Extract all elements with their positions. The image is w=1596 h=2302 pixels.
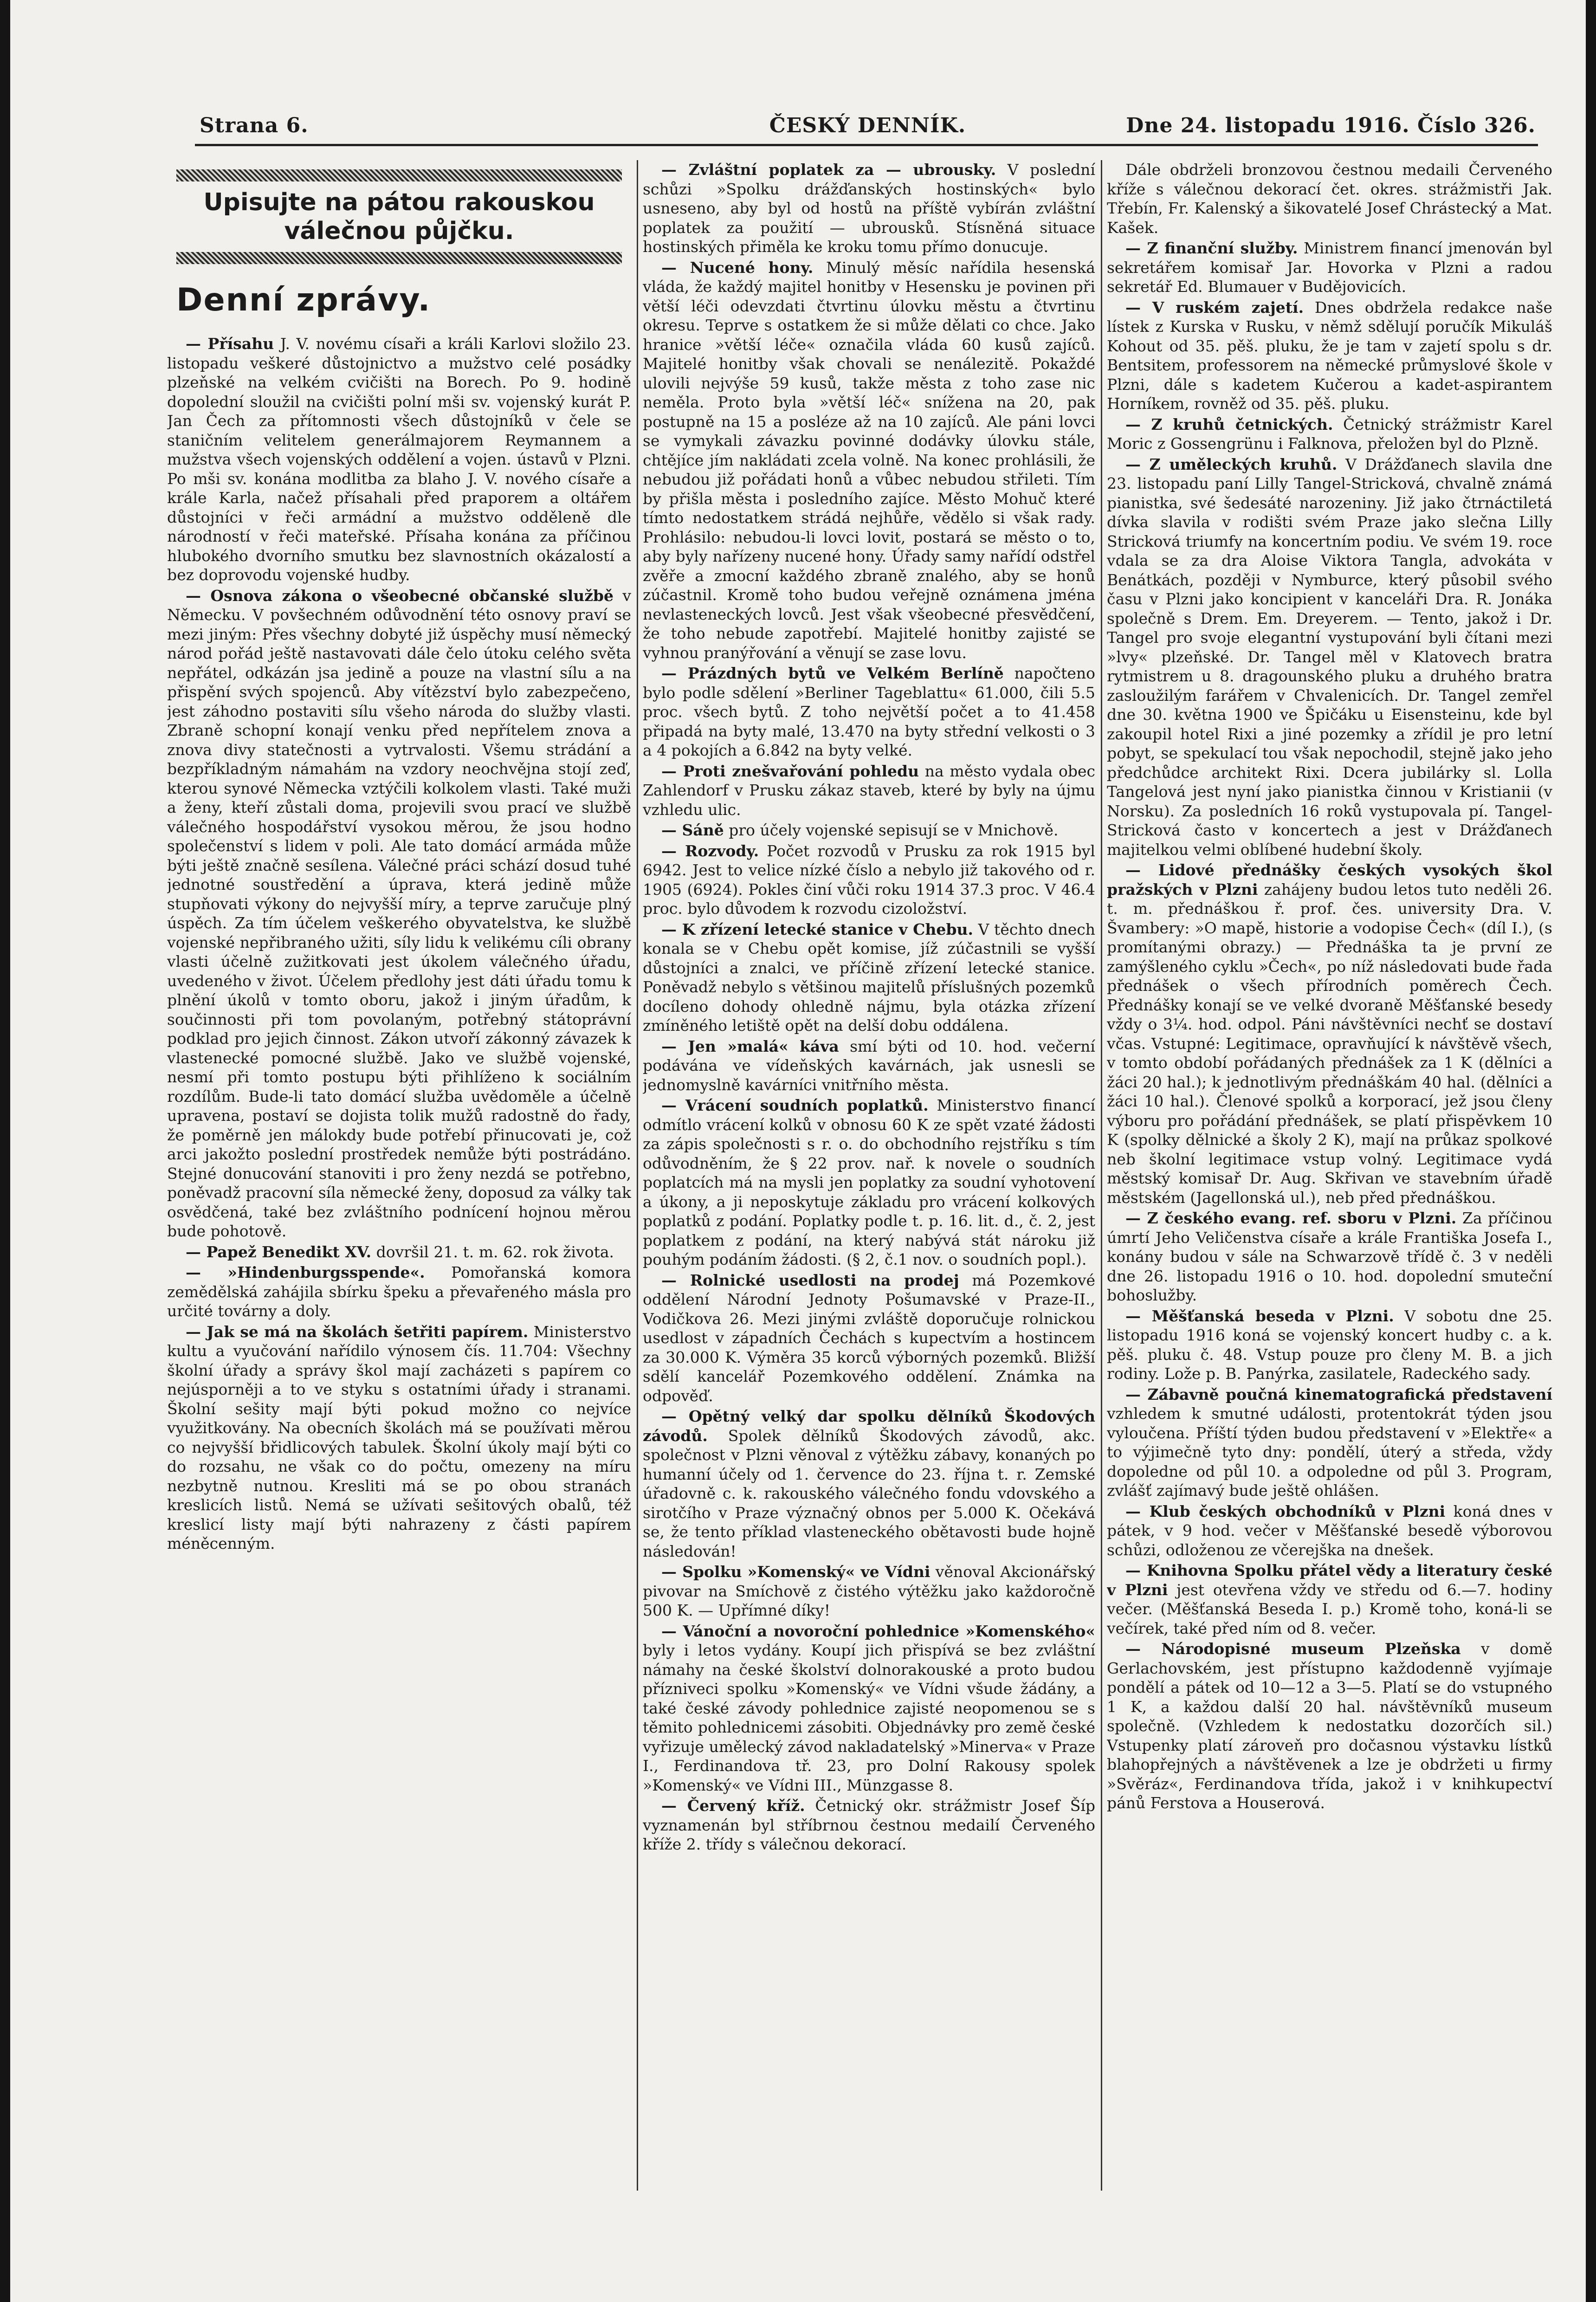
- page-number: Strana 6.: [200, 114, 309, 137]
- masthead-title: ČESKÝ DENNÍK.: [769, 114, 966, 137]
- news-item: [643, 1271, 1095, 1406]
- page-header: [200, 114, 1536, 146]
- news-item-heading: — Zábavně poučná kinematografická představení: [1125, 1385, 1552, 1403]
- news-item-body: Ministerstvo financí odmítlo vrácení kolků v obnosu 60 K ze spět vzaté žádosti za zápis společnosti s r. o. do obchodního rejstříku s tím odůvodněním, že § 22 prov. nař. k novele o soudních poplatcích má na mysli jen poplatky za soudní vyhotovení a úkony, a ji neposkytuje základu pro vrácení kolkových poplatků z podání. Poplatky podle t. p. 16. lit. d., č. 2, jest poplatkem z podání, na který nabývá stát nároku již pouhým podáním žádosti. (§ 2, č.1 nov. o soudních popl.).: [643, 1096, 1095, 1268]
- news-item-body: Ministrem financí jmenován byl sekretářem komisař Jar. Hovorka v Plzni a radou sekretář Ed. Blumauer v Budějovicích.: [1107, 239, 1552, 296]
- news-item: [643, 664, 1095, 760]
- news-item-body: na město vydala obec Zahlendorf v Prusku zákaz staveb, které by byly na újmu vzhledu ulic.: [643, 762, 1095, 819]
- news-item-heading: — Rozvody.: [661, 841, 759, 860]
- news-item-heading: — Jak se má na školách šetřiti papírem.: [186, 1322, 529, 1341]
- news-item: [1107, 160, 1552, 237]
- news-item-body: Dále obdrželi bronzovou čestnou medaili Červeného kříže s válečnou dekorací čet. okres. strážmistři Jak. Třebín, Fr. Kalenský a šikovatelé Josef Chrástecký a Mat. Kašek.: [1107, 161, 1552, 237]
- news-item-body: V poslední schůzi »Spolku drážďanských hostinských« bylo usneseno, aby byl od hostů na příště vybírán zvláštní poplatek za použití — ubrousků. Stísněná situace hostinských přiměla ke kroku tomu přímo donucuje.: [643, 161, 1095, 256]
- scan-border-left: [0, 0, 10, 2302]
- news-item-heading: — Spolku »Komenský« ve Vídni: [661, 1563, 930, 1581]
- news-item-heading: — Zvláštní poplatek za — ubrousky.: [661, 161, 996, 179]
- news-item-body: V těchto dnech konala se v Chebu opět komise, jíž zúčastnili se vyšší důstojníci a znalci, ve příčině zřízení letecké stanice. Poněvadž nebylo s většinou majitelů příslušných pozemků docíleno dohody ohledně nájmu, byla otázka zřízení zmíněného letiště opět na delší dobu oddálena.: [643, 920, 1095, 1035]
- news-item-body: V Drážďanech slavila dne 23. listopadu paní Lilly Tangel-Stricková, chvalně známá pianistka, své šedesáté narozeniny. Již jako čtrnáctiletá dívka slavila v rodišti svém Praze jako slečna Lilly Stricková triumfy na koncertním podiu. Ve svém 19. roce vdala se za dra Aloise Viktora Tangla, advokáta v Benátkách, později v Nymburce, který působil svého času v Plzni jako koncipient v kanceláři Dra. R. Jonáka společně s Drem. Em. Dreyerem. — Tento, jakož i Dr. Tangel pro svoje elegantní vystupování byli čítani mezi »lvy« plzeňské. Dr. Tangel měl v Klatovech bratra rytmistrem u 8. dragounského pluku a druhého bratra zasloužilým farářem v Chvalenicích. Dr. Tangel zemřel dne 30. května 1900 ve Špičáku u Eisensteinu, kde byl zakoupil hotel Rixi a jiné pozemky a zřídil je pro letní pobyt, se spekulací tou však nepochodil, stejně jako jeho předchůdce architekt Rixi. Dcera jubilárky sl. Lolla Tangelová jest nyní jako pianistka činnou v Kristianii (v Norsku). Za posledních 16 roků vystupovala pí. Tangel-Stricková často v koncertech a jest v Drážďanech majitelkou velmi oblíbené hudební školy.: [1107, 455, 1552, 859]
- news-item: [643, 841, 1095, 918]
- news-item: [1107, 1639, 1552, 1813]
- news-item: [643, 1096, 1095, 1269]
- news-item-body: Spolek dělníků Škodových závodů, akc. společnost v Plzni věnoval z výtěžku zábavy, konaných po humanní účely od 1. července do 23. října t. r. Zemské úřadovně c. k. rakouského válečného fondu vdovského a sirotčího v Praze význačný obnos per 5.000 K. Očekává se, že tento příklad vlasteneckého obětavosti bude hojně následován!: [643, 1426, 1095, 1560]
- news-item: [643, 762, 1095, 820]
- war-loan-banner: [176, 169, 622, 264]
- issue-date: Dne 24. listopadu 1916. Číslo 326.: [1126, 114, 1536, 137]
- news-item-heading: — Z českého evang. ref. sboru v Plzni.: [1125, 1209, 1457, 1227]
- banner-hatch-top: [176, 169, 622, 181]
- news-item-heading: — Z kruhů četnických.: [1125, 415, 1333, 433]
- news-item-body: J. V. novému císaři a králi Karlovi složilo 23. listopadu veškeré důstojnictvo a mužstvo celé posádky plzeňské na velkém cvičišti na Borech. Po 9. hodině dopolední sloužil na cvičišti polní mši sv. vojenský kurát P. Jan Čech za přítomnosti všech důstojníků v čele se staničním velitelem generálmajorem Reymannem a mužstva všech vojenských oddělení a vojen. ústavů v Plzni. Po mši sv. konána modlitba za blaho J. V. nového císaře a krále Karla, načež přísahali před praporem a oltářem důstojníci v řeči armádní a mužstvo odděleně dle národností v řeči mateřské. Přísaha konána za příčinou hlubokého dvorního smutku bez slavnostních okázalostí a bez doprovodu vojenské hudby.: [167, 335, 631, 584]
- news-item-heading: — Sáně: [661, 821, 724, 839]
- news-item: [167, 1242, 631, 1262]
- news-item-body: Ministerstvo kultu a vyučování nařídilo výnosem čís. 11.704: Všechny školní úřady a správy škol mají zacházeti s papírem co nejúsporněji a to ve styku s ostatními úřady i stranami. Školní sešity mají býti pokud možno co nejvíce využitkovány. Na obecních školách má se používati měrou co nejvyšší břidlicových tabulek. Školní úkoly mají býti co do rozsahu, ne však co do počtu, omezeny na míru nezbytně nutnou. Kresliti má se po obou stranách kreslicích listů. Nemá se užívati sešitových obalů, též kreslicí listy mají býti nahrazeny z části papírem méněcenným.: [167, 1322, 631, 1552]
- news-item-body: zahájeny budou letos tuto neděli 26. t. m. přednáškou ř. prof. čes. university Dra. V. Švambery: »O mapě, historie a vodopise Čech« (díl I.), (s promítanými obrazy.) — Přednáška ta je první ze zamýšleného cyklu »Čech«, po níž následovati bude řada přednášek o všech přírodních poměrech Čech. Přednášky konají se ve velké dvoraně Měšťanské besedy vždy o 3¼. hod. odpol. Páni návštěvníci nechť se dostaví včas. Vstupné: Legitimace, opravňující k návštěvě všech, v tomto období pořádaných přednášek za 1 K (dělníci a žáci 20 hal.); k jednotlivým přednáškám 40 hal. (dělníci a žáci 10 hal.). Členové spolků a korporací, jež jsou členy výboru pro pořádání přednášek, se platí přispěvkem 10 K (spolky dělnické a školy 2 K), mají na průkaz spolkové neb školní legitimace vstup volný. Legitimace vydá městský komisař Dr. Aug. Skřivan ve stavebním úřadě městském (Jagellonská ul.), neb před přednáškou.: [1107, 880, 1552, 1207]
- news-item-heading: — Z finanční služby.: [1125, 239, 1298, 257]
- news-item-heading: — K zřízení letecké stanice v Chebu.: [661, 920, 973, 938]
- header-rule: [195, 144, 1538, 146]
- news-item-body: má Pozemkové oddělení Národní Jednoty Pošumavské v Praze-II., Vodičkova 26. Mezi jinými zvláště doporučuje rolnickou usedlost v západních Čechách s kupectvím a hostincem za 30.000 K. Výměra 35 korců výborných pozemků. Bližší sdělí kancelář Pozemkového oddělení. Známka na odpověď.: [643, 1271, 1095, 1405]
- news-item-heading: — Červený kříž.: [661, 1797, 805, 1815]
- news-item: [643, 258, 1095, 663]
- news-item-body: Četnický okr. strážmistr Josef Šíp vyznamenán byl stříbrnou čestnou medailí Červeného kříže 2. třídy s válečnou dekorací.: [643, 1797, 1095, 1853]
- column-3: [1107, 160, 1552, 2237]
- col2-articles: [643, 160, 1095, 1854]
- news-item-body: věnoval Akcionářský pivovar na Smíchově z čistého výtěžku jako každoročně 500 K. — Upřímné díky!: [643, 1563, 1095, 1619]
- news-item-heading: — Vrácení soudních poplatků.: [661, 1096, 929, 1114]
- news-item: [1107, 298, 1552, 414]
- news-item: [1107, 860, 1552, 1207]
- news-item: [643, 1407, 1095, 1561]
- news-item-body: smí býti od 10. hod. večerní podávána ve vídeňských kavárnách, jak usnesli se jednomyslně kavárníci vnitřního města.: [643, 1037, 1095, 1094]
- news-item: [643, 1622, 1095, 1795]
- news-item-heading: — Proti znešvařování pohledu: [661, 762, 919, 780]
- banner-text: Upisujte na pátou rakouskou válečnou půjčku.: [203, 188, 595, 245]
- news-item-body: Za příčinou úmrtí Jeho Veličenstva císaře a krále Františka Josefa I., konány budou v sále na Schwarzově třídě č. 3 v neděli dne 26. listopadu 1916 o 10. hod. dopolední smuteční bohoslužby.: [1107, 1209, 1552, 1304]
- news-item: [167, 1263, 631, 1321]
- news-item: [167, 1322, 631, 1553]
- news-item-heading: — Lidové přednášky českých vysokých škol pražských v Plzni: [1107, 861, 1552, 899]
- news-item-body: byly i letos vydány. Koupí jich přispívá se bez zvláštní námahy na české školství dolnorakouské a proto budou přízniveci spolku »Komenský« ve Vídni všude žádány, a také české závody pohlednice zajisté neopomenou se s těmito pohlednicemi zásobiti. Objednávky pro země české vyřizuje umělecký závod nakladatelský »Minerva« v Praze I., Ferdinandova tř. 23, pro Dolní Rakousy spolek »Komenský« ve Vídni III., Münzgasse 8.: [643, 1641, 1095, 1794]
- news-item-body: V sobotu dne 25. listopadu 1916 koná se vojenský koncert hudby c. a k. pěš. pluku č. 48. Vstup pouze pro členy M. B. a jich rodiny. Lože p. B. Panýrka, zasilatele, Radeckého sady.: [1107, 1306, 1552, 1383]
- column-divider: [1101, 160, 1102, 2191]
- news-item-body: jest otevřena vždy ve středu od 6.—7. hodiny večer. (Měšťanská Beseda I. p.) Kromě toho, koná-li se večírek, také před ním od 8. večer.: [1107, 1580, 1552, 1637]
- news-item-heading: — Klub českých obchodníků v Plzni: [1125, 1502, 1446, 1520]
- news-item: [167, 586, 631, 1241]
- news-item-heading: — Měšťanská beseda v Plzni.: [1125, 1306, 1394, 1325]
- news-item-heading: — V ruském zajetí.: [1125, 298, 1304, 317]
- news-item-body: pro účely vojenské sepisují se v Mnichově.: [729, 821, 1059, 839]
- news-item: [643, 920, 1095, 1035]
- news-item-body: Počet rozvodů v Prusku za rok 1915 byl 6942. Jest to velice nízké číslo a nebylo již takového od r. 1905 (6924). Pokles činí vůči roku 1914 37.3 proc. V 46.4 proc. bylo důvodem k rozvodu cizoložství.: [643, 841, 1095, 918]
- news-item: [1107, 239, 1552, 297]
- news-item-body: napočteno bylo podle sdělení »Berliner Tageblattu« 61.000, čili 5.5 proc. všech bytů. Z toho největší počet a to 41.458 připadá na byty malé, 13.470 na byty střední velkosti o 3 a 4 pokojích a 6.842 na byty velké.: [643, 664, 1095, 759]
- news-item-heading: — Osnova zákona o všeobecné občanské službě: [186, 586, 614, 605]
- news-item-heading: — Jen »malá« káva: [661, 1037, 839, 1055]
- column-2: [643, 160, 1095, 2237]
- col3-articles: [1107, 160, 1552, 1813]
- news-item-heading: — Knihovna Spolku přátel vědy a literatury české v Plzni: [1107, 1561, 1552, 1599]
- news-item-body: Pomořanská komora zemědělská zahájila sbírku špeku a převařeného másla pro určité továrny a doly.: [167, 1263, 631, 1320]
- news-item-heading: — Papež Benedikt XV.: [186, 1242, 372, 1261]
- news-item-heading: — Prázdných bytů ve Velkém Berlíně: [661, 664, 1004, 682]
- news-item-body: dovršil 21. t. m. 62. rok života.: [376, 1242, 614, 1261]
- news-item: [1107, 455, 1552, 860]
- news-item: [643, 160, 1095, 257]
- news-item: [643, 1037, 1095, 1095]
- news-item: [1107, 1306, 1552, 1384]
- col1-articles: [167, 334, 631, 1553]
- news-item: [1107, 1561, 1552, 1638]
- news-item-heading: — Z uměleckých kruhů.: [1125, 455, 1338, 473]
- news-item-body: Četnický strážmistr Karel Moric z Gossengrünu i Falknova, přeložen byl do Plzně.: [1107, 415, 1552, 453]
- news-item-heading: — Vánoční a novoroční pohlednice »Komenského«: [661, 1622, 1095, 1640]
- news-item: [643, 821, 1095, 840]
- news-item: [1107, 1385, 1552, 1500]
- news-item-heading: — »Hindenburgsspende«.: [186, 1263, 425, 1281]
- news-item: [643, 1796, 1095, 1854]
- news-item: [1107, 1209, 1552, 1305]
- news-item-body: Minulý měsíc nařídila hesenská vláda, že každý majitel honitby v Hesensku je povinen při větší léči odevzdati čtvrtinu úlovku městu a čtvrtinu okresu. Teprve s ostatkem že si může dělati co chce. Jako hranice »větší léče« označila vláda 60 kusů zajíců. Majitelé honitby však chovali se nenálezitě. Pokaždé ulovili nejvýše 59 kusů, takže města z toho zase nic neměla. Proto byla »větší léč« snížena na 20, pak postupně na 15 a posléze až na 10 zajíců. Ale páni lovci se vymykali závazku povinné dodávky úlovku stále, chtějíce jím nakládati zcela volně. Na konec prohlásili, že nebudou již pořádati honů a vůbec nebudou střileti. Tím by přišla města i posledního zajíce. Město Mohuč které tímto nedostatkem strádá nejhůře, vědělo si však rady. Prohlásilo: nebudou-li lovci lovit, postará se město o to, aby byly nařízeny nucené hony. Úřady samy nařídí odstřel zvěře a zmocní každého zbraně znalého, aby se honů zúčastnil. Kromě toho budou veřejně oznámena jména nevlasteneckých lovců. Jest však všeobecné přesvědčení, že toho nebude zapotřebí. Majitelé honitby zajisté se vyhnou pranýřování a věnují se zase lovu.: [643, 258, 1095, 662]
- news-item-body: vzhledem k smutné události, protentokrát týden jsou vyloučena. Příští týden budou představení v »Elektře« a to výjimečně tyto dny: pondělí, úterý a středa, vždy dopoledne od půl 10. a odpoledne od půl 3. Program, zvlášť zajímavý bude ještě ohlášen.: [1107, 1404, 1552, 1500]
- news-item-heading: — Nucené hony.: [661, 258, 814, 277]
- news-item-heading: — Opětný velký dar spolku dělníků Škodových závodů.: [643, 1407, 1095, 1445]
- news-item: [167, 334, 631, 585]
- news-item-heading: — Rolnické usedlosti na prodej: [661, 1271, 959, 1289]
- news-item-body: Dnes obdržela redakce naše lístek z Kurska v Rusku, v němž sdělují poručík Mikuláš Kohout od 35. pěš. pluku, že je tam v zajetí spolu s dr. Bentsitem, professorem na německé průmyslové škole v Plzni, dále s kadetem Kučerou a kadet-aspirantem Horníkem, rovněž od 35. pěš. pluku.: [1107, 298, 1552, 413]
- column-1: [167, 160, 631, 2237]
- news-item: [1107, 415, 1552, 453]
- news-item-body: koná dnes v pátek, v 9 hod. večer v Měšťanské besedě výborovou schůzi, odloženou ze včerejška na dnešek.: [1107, 1502, 1552, 1559]
- news-item-heading: — Národopisné museum Plzeňska: [1125, 1640, 1461, 1658]
- news-item: [1107, 1502, 1552, 1560]
- news-item-body: v Německu. V povšechném odůvodnění této osnovy praví se mezi jiným: Přes všechny dobyté již úspěchy musí německý národ pořád ještě nastavovati dále čelo útoku celého světa nepřátel, odkázán jsa jedině a pouze na vlastní sílu a na přispění svých spojenců. Aby vítězství bylo zabezpečeno, jest záhodno postaviti sílu všeho národa do služby vlasti. Zbraně schopní konají venku před nepřítelem znova a znova divy statečnosti a vytrvalosti. Všemu strádání a bezpříkladným námahám na vzdory neochvějna stojí zeď, kterou synové Německa vztýčili kolkolem vlasti. Také muži a ženy, kteří zůstali doma, projevili svou prací ve službě válečného hospodářství vysokou měrou, že jsou hodno společenství s lidem v poli. Ale tato domácí armáda může býti ještě značně sesílena. Válečné práci schází dosud tuhé jednotné soustředění a úprava, která jedině může stupňovati výkony do nejvyšší míry, a teprve zaručuje plný úspěch. Za tím účelem veškerého obyvatelstva, ke službě vojenské nepřibraného užiti, síly lidu k velikému cíli obrany vlasti účelně zužitkovati jest úkolem válečného úřadu, uvedeného v život. Účelem předlohy jest dáti úřadu tomu k plnění úkolů v tomto oboru, jakož i jiným úřadům, k součinnosti při tom povolaným, potřebný státoprávní podklad pro jejich činnost. Zákon utvoří zákonný závazek k vlastenecké pomocné službě. Jako ve službě vojenské, nesmí při tomto postupu býti přihlíženo k sociálním rozdílům. Bude-li tato domácí služba uvědoměle a účelně upravena, postaví se dojista tolik mužů radostně do řady, že poměrně jen málokdy bude potřebí přinucovati je, což arci jakožto poslední prostředek nemůže býti postrádáno. Stejné donucování stanoviti i pro ženy nezdá se potřebno, poněvadž pracovní síla německé ženy, doposud za války tak osvědčená, také bez zvláštního podnícení hojnou měrou bude pohotově.: [167, 586, 631, 1240]
- banner-hatch-bottom: [176, 252, 622, 264]
- news-item: [643, 1562, 1095, 1620]
- news-item-body: v domě Gerlachovském, jest přístupno každodenně vyjímaje pondělí a pátek od 10—12 a 3—5. Platí se do vstupného 1 K, a každou další 20 hal. návštěvníků museum společně. (Vzhledem k nedostatku dozorčích sil.) Vstupenky platí zároveň pro dočasnou výstavku lístků blahopřejných a návštěvenek a lze je obdržeti u firmy »Svěráz«, Ferdinandova třída, jakož i v knihkupectví pánů Ferstova a Houserová.: [1107, 1640, 1552, 1812]
- column-divider: [637, 160, 638, 2191]
- scan-border-right: [1586, 0, 1596, 2302]
- section-title: Denní zprávy.: [176, 282, 431, 318]
- news-item-heading: — Přísahu: [186, 335, 274, 353]
